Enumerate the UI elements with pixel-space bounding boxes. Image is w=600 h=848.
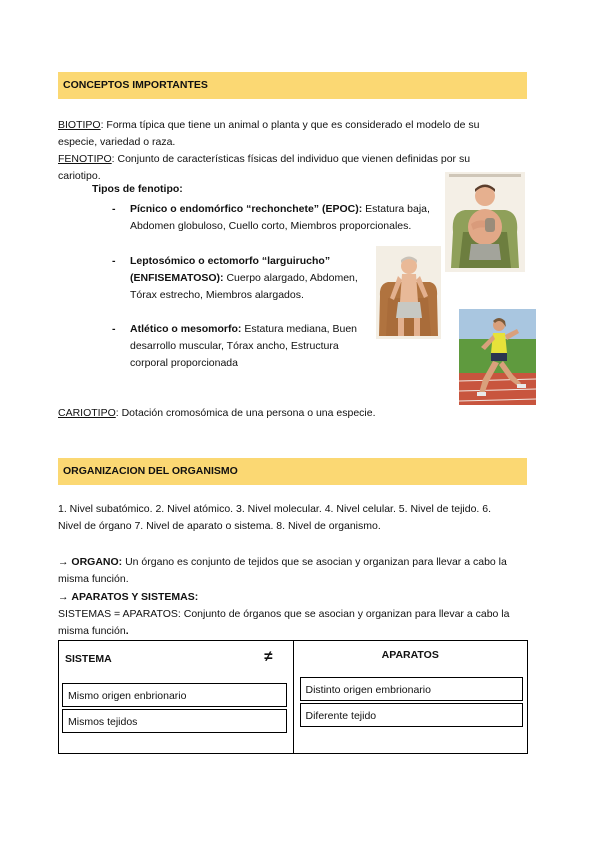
sistema-header: SISTEMA	[65, 653, 112, 665]
organo-line2: misma función.	[58, 573, 129, 585]
organo-line1: Un órgano es conjunto de tejidos que se asocian y organizan para llevar a cabo la	[122, 556, 507, 568]
sistemas-period: .	[125, 625, 129, 637]
sistema-row-2: Mismos tejidos	[62, 709, 287, 733]
sistemas-line1: SISTEMAS = APARATOS: Conjunto de órganos que se asocian y organizan para llevar a cabo la	[58, 608, 510, 620]
picnico-desc1: Estatura baja,	[362, 203, 430, 215]
section-header-conceptos: CONCEPTOS IMPORTANTES	[58, 72, 527, 99]
aparatos-row-2: Diferente tejido	[300, 703, 523, 727]
tipos-fenotipo-heading: Tipos de fenotipo:	[92, 183, 183, 195]
aparatos-header: APARATOS	[381, 649, 439, 661]
fenotipo-line1: : Conjunto de características físicas del individuo que vienen definidas por su	[111, 153, 471, 165]
bullet-dash: -	[112, 323, 116, 335]
arrow-icon: →	[58, 556, 69, 568]
atletico-desc3: corporal proporcionada	[130, 357, 238, 369]
sistemas-line2: misma función	[58, 625, 126, 637]
biotipo-paragraph	[58, 117, 528, 151]
atletico-desc2: desarrollo muscular, Tórax ancho, Estructura	[130, 340, 339, 352]
fenotipo-term: FENOTIPO	[58, 153, 112, 165]
picnico-title: Pícnico o endomórfico “rechonchete” (EPOC):	[130, 203, 363, 215]
fenotipo-line2: cariotipo.	[58, 170, 101, 182]
bullet-dash: -	[112, 255, 116, 267]
sistema-column	[59, 641, 294, 754]
aparatos-row-1: Distinto origen embrionario	[300, 677, 523, 701]
sistemas-paragraph	[58, 589, 528, 640]
leptosomico-illustration	[376, 246, 441, 339]
organo-paragraph	[58, 554, 528, 588]
niveles-line1: 1. Nivel subatómico. 2. Nivel atómico. 3. Nivel molecular. 4. Nivel celular. 5. Nivel de tejido. 6.	[58, 503, 492, 515]
sistema-aparatos-table	[58, 640, 528, 754]
picnico-desc2: Abdomen globuloso, Cuello corto, Miembros proporcionales.	[130, 220, 412, 232]
picnico-illustration	[445, 172, 525, 272]
niveles-paragraph	[58, 501, 528, 535]
leptosomico-desc1: Cuerpo alargado, Abdomen,	[223, 272, 358, 284]
not-equal-icon: ≠	[264, 648, 273, 665]
atletico-title: Atlético o mesomorfo:	[130, 323, 242, 335]
sistema-row-1: Mismo origen enbrionario	[62, 683, 287, 707]
bullet-dash: -	[112, 203, 116, 215]
biotipo-line2: especie, variedad o raza.	[58, 136, 176, 148]
cariotipo-text: : Dotación cromosómica de una persona o una especie.	[115, 407, 376, 419]
aparatos-column	[293, 641, 528, 754]
cariotipo-paragraph	[58, 405, 528, 422]
organo-term: ORGANO:	[71, 556, 123, 568]
leptosomico-title: Leptosómico o ectomorfo “larguirucho”	[130, 255, 331, 267]
section-header-organizacion: ORGANIZACION DEL ORGANISMO	[58, 458, 527, 485]
atletico-desc1: Estatura mediana, Buen	[241, 323, 358, 335]
atletico-photo	[459, 309, 536, 405]
biotipo-term: BIOTIPO	[58, 119, 101, 131]
cariotipo-term: CARIOTIPO	[58, 407, 116, 419]
leptosomico-title-2: (ENFISEMATOSO):	[130, 272, 224, 284]
sistemas-heading: APARATOS Y SISTEMAS:	[71, 591, 199, 603]
arrow-icon: →	[58, 591, 69, 603]
leptosomico-desc2: Tórax estrecho, Miembros alargados.	[130, 289, 304, 301]
biotipo-line1: : Forma típica que tiene un animal o planta y que es considerado el modelo de su	[100, 119, 480, 131]
niveles-line2: Nivel de órgano 7. Nivel de aparato o sistema. 8. Nivel de organismo.	[58, 520, 381, 532]
